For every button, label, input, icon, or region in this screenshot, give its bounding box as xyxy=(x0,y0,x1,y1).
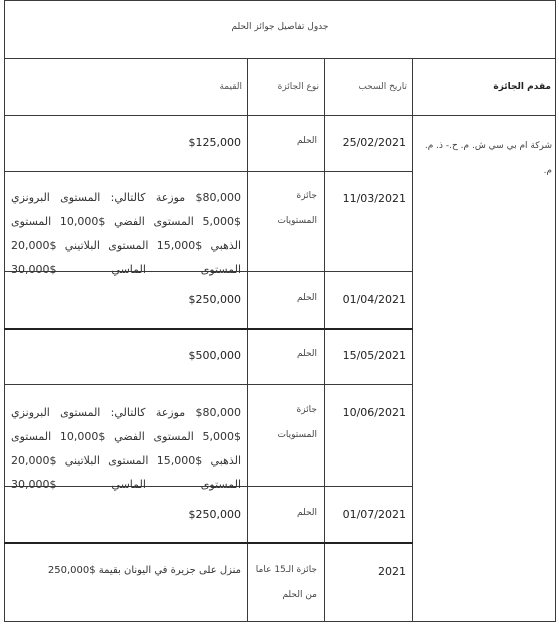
row-date: 01/07/2021 xyxy=(342,508,406,521)
row-value: منزل على جزيرة في اليونان بقيمة $250,000 xyxy=(47,565,241,576)
row-type: جائزة المستويات xyxy=(277,405,317,440)
header-prize-type: نوع الجائزة xyxy=(277,82,319,92)
table-border-left xyxy=(4,0,5,622)
row-value: $80,000 موزعة كالتالي: المستوى البرونزي $5,000 المستوى الفضي $10,000 المستوى الذهبي $15,000 المستوى البلاتيني $20,000 المستوى الماسي $30,000 xyxy=(11,406,241,491)
row-value: $250,000 xyxy=(188,293,241,306)
header-row-divider xyxy=(4,115,556,116)
row-value: $80,000 موزعة كالتالي: المستوى البرونزي $5,000 المستوى الفضي $10,000 المستوى الذهبي $15,000 المستوى البلاتيني $20,000 المستوى الماسي $30,000 xyxy=(11,191,241,276)
table-border-right xyxy=(555,0,556,622)
row-type: الحلم xyxy=(296,293,317,303)
row-type: الحلم xyxy=(296,508,317,518)
row-value: $250,000 xyxy=(188,508,241,521)
row-date: 10/06/2021 xyxy=(342,406,406,419)
row-divider xyxy=(4,542,413,544)
row-value: $500,000 xyxy=(188,349,241,362)
table-title: جدول تفاصيل جوائز الحلم xyxy=(231,22,329,32)
row-type: جائزة الـ15 عاما من الحلم xyxy=(255,565,317,600)
row-date: 11/03/2021 xyxy=(342,192,406,205)
row-type: جائزة المستويات xyxy=(277,191,317,226)
title-row-divider xyxy=(4,58,556,59)
row-date: 01/04/2021 xyxy=(342,293,406,306)
row-date: 15/05/2021 xyxy=(342,349,406,362)
row-divider xyxy=(4,171,413,172)
row-value: $125,000 xyxy=(188,136,241,149)
table-border-bottom xyxy=(4,621,556,622)
row-divider xyxy=(4,328,413,330)
row-date: 2021 xyxy=(378,565,406,578)
row-divider xyxy=(4,384,413,385)
row-type: الحلم xyxy=(296,349,317,359)
provider-name: شركة ام بي سي ش. م. ح.- ذ. م. م. xyxy=(424,141,552,176)
header-value: القيمة xyxy=(219,82,242,92)
header-draw-date: تاريخ السحب xyxy=(358,82,407,92)
header-provider: مقدم الجائزة xyxy=(493,82,551,92)
row-type: الحلم xyxy=(296,136,317,146)
table-border-top xyxy=(4,0,556,1)
row-date: 25/02/2021 xyxy=(342,136,406,149)
column-divider-date xyxy=(412,58,413,622)
